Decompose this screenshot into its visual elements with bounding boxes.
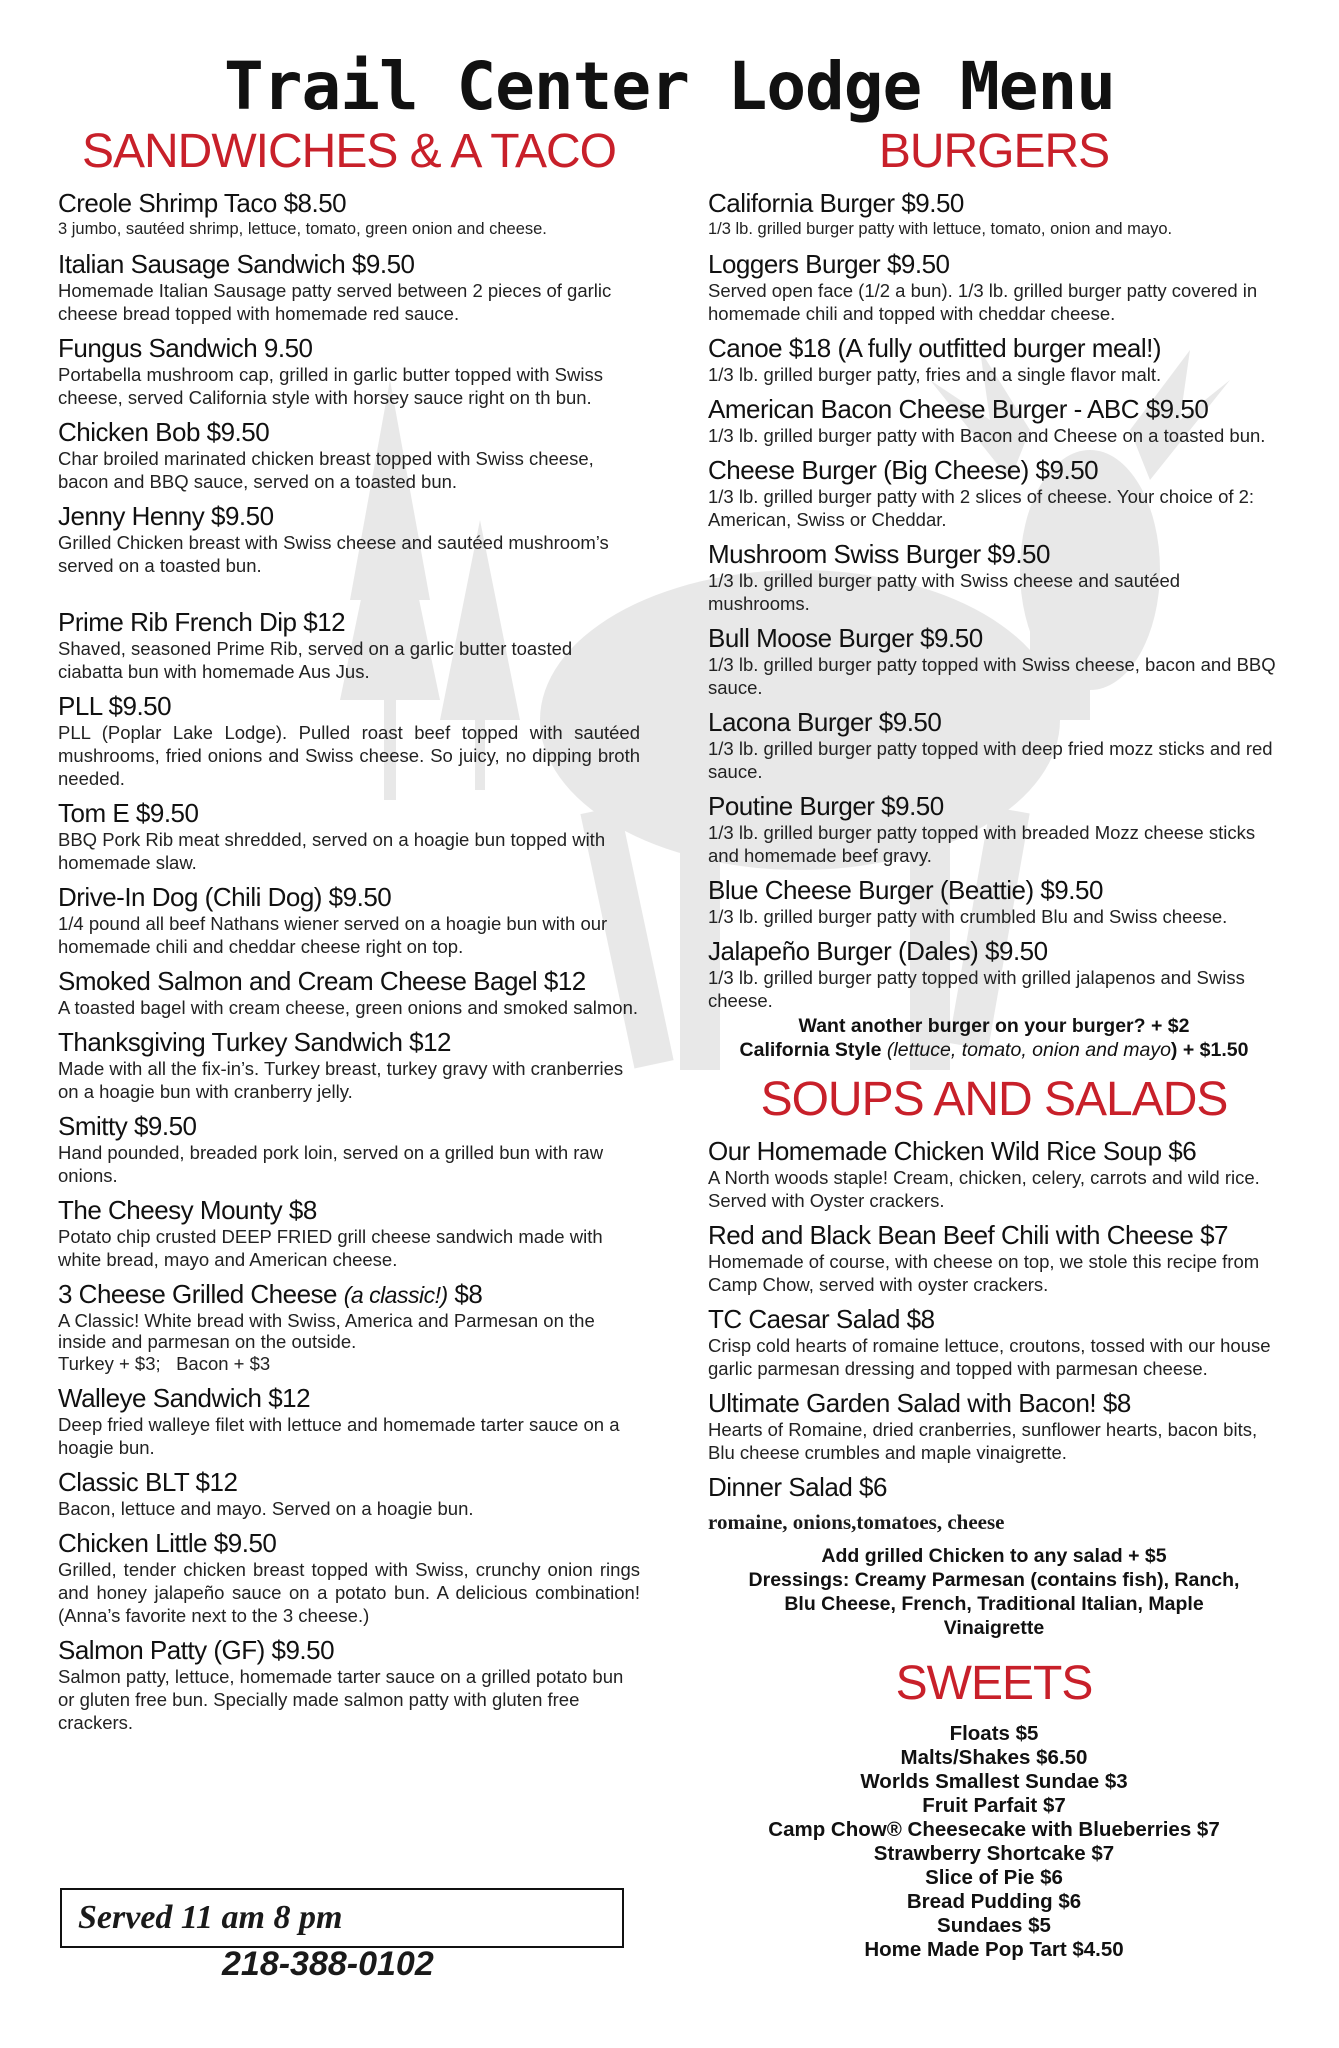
- item-desc: 1/3 lb. grilled burger patty topped with breaded Mozz cheese sticks and homemade beef gravy.: [708, 822, 1256, 866]
- menu-item: [58, 1027, 640, 1103]
- dressings-note: Dressings: Creamy Parmesan (contains fish), Ranch, Blu Cheese, French, Traditional Italian, Maple Vinaigrette: [748, 1569, 1240, 1639]
- menu-item: [58, 1111, 640, 1187]
- menu-item: [58, 798, 640, 874]
- item-title: Fungus Sandwich 9.50: [58, 333, 313, 363]
- item-desc: 1/3 lb. grilled burger patty topped with grilled jalapenos and Swiss cheese.: [708, 967, 1245, 1011]
- menu-item: [58, 1467, 640, 1520]
- add-chicken-note: Add grilled Chicken to any salad + $5: [821, 1545, 1167, 1567]
- item-desc: Salmon patty, lettuce, homemade tarter sauce on a grilled potato bun or gluten free bun. Specially made salmon patty with gluten free crackers.: [58, 1666, 624, 1733]
- item-desc: Made with all the fix-in’s. Turkey breast, turkey gravy with cranberries on a hoagie bun with cranberry jelly.: [58, 1058, 624, 1102]
- menu-item: [58, 1279, 640, 1375]
- item-desc: 1/4 pound all beef Nathans wiener served on a hoagie bun with our homemade chili and cheddar cheese right on top.: [58, 913, 608, 957]
- menu-item: [708, 875, 1280, 928]
- menu-item: [708, 707, 1280, 783]
- item-desc: Homemade Italian Sausage patty served between 2 pieces of garlic cheese bread topped with homemade red sauce.: [58, 280, 612, 324]
- item-title: Ultimate Garden Salad with Bacon! $8: [708, 1388, 1131, 1418]
- note-suffix: ) + $1.50: [1170, 1039, 1249, 1061]
- item-title: [58, 1279, 640, 1310]
- sweet-item: Home Made Pop Tart $4.50: [864, 1938, 1124, 1961]
- menu-item: [708, 1136, 1280, 1212]
- item-desc: Portabella mushroom cap, grilled in garlic butter topped with Swiss cheese, served California style with horsey sauce right on th bun.: [58, 364, 603, 408]
- menu-item: [708, 1472, 1280, 1502]
- item-desc: 1/3 lb. grilled burger patty with 2 slices of cheese. Your choice of 2: American, Swiss or Cheddar.: [708, 486, 1255, 530]
- item-title-price: $8: [454, 1279, 483, 1309]
- menu-item: [58, 501, 640, 577]
- item-desc: Shaved, seasoned Prime Rib, served on a garlic butter toasted ciabatta bun with homemade Aus Jus.: [58, 638, 573, 682]
- item-addons: Turkey + $3; Bacon + $3: [58, 1353, 271, 1374]
- item-title: Cheese Burger (Big Cheese) $9.50: [708, 455, 1099, 485]
- menu-item: [708, 791, 1280, 867]
- note-prefix: California Style: [739, 1039, 887, 1061]
- menu-item: [58, 333, 640, 409]
- sweets-section: [708, 1654, 1280, 1962]
- item-desc: BBQ Pork Rib meat shredded, served on a hoagie bun topped with homemade slaw.: [58, 829, 606, 873]
- sweet-item: Sundaes $5: [937, 1914, 1051, 1937]
- item-desc: Crisp cold hearts of romaine lettuce, croutons, tossed with our house garlic parmesan dressing and topped with parmesan cheese.: [708, 1335, 1271, 1379]
- item-title: Canoe $18 (A fully outfitted burger meal!): [708, 333, 1162, 363]
- item-desc: Served open face (1/2 a bun). 1/3 lb. grilled burger patty covered in homemade chili and topped with cheddar cheese.: [708, 280, 1258, 324]
- item-desc: 1/3 lb. grilled burger patty topped with Swiss cheese, bacon and BBQ sauce.: [708, 654, 1276, 698]
- menu-item: [58, 966, 640, 1019]
- sweet-item: Fruit Parfait $7: [922, 1794, 1066, 1817]
- sandwiches-heading: SANDWICHES & A TACO: [81, 125, 616, 178]
- item-title: PLL $9.50: [58, 691, 172, 721]
- item-title: Our Homemade Chicken Wild Rice Soup $6: [708, 1136, 1197, 1166]
- menu-item: [58, 882, 640, 958]
- item-title: Smitty $9.50: [58, 1111, 197, 1141]
- item-title: Bull Moose Burger $9.50: [708, 623, 983, 653]
- item-title: The Cheesy Mounty $8: [58, 1195, 317, 1225]
- item-desc: Potato chip crusted DEEP FRIED grill cheese sandwich made with white bread, mayo and American cheese.: [58, 1226, 603, 1270]
- menu-item: [58, 249, 640, 325]
- note-italic: (lettuce, tomato, onion and mayo: [886, 1039, 1171, 1061]
- burgers-column: [708, 122, 1280, 1962]
- item-title: Creole Shrimp Taco $8.50: [58, 188, 347, 218]
- dinner-salad-note: romaine, onions,tomatoes, cheese: [708, 1510, 1005, 1534]
- menu-item: [708, 394, 1280, 447]
- menu-item: [708, 333, 1280, 386]
- item-desc: A Classic! White bread with Swiss, America and Parmesan on the inside and parmesan on the outside.: [58, 1310, 595, 1352]
- item-title: Chicken Bob $9.50: [58, 417, 270, 447]
- menu-item: [58, 188, 640, 241]
- menu-item: [58, 417, 640, 493]
- item-title: TC Caesar Salad $8: [708, 1304, 935, 1334]
- sweet-item: Strawberry Shortcake $7: [873, 1842, 1115, 1865]
- menu-item: [58, 607, 640, 683]
- item-title: Smoked Salmon and Cream Cheese Bagel $12: [58, 966, 586, 996]
- item-title: Loggers Burger $9.50: [708, 249, 950, 279]
- item-desc: 1/3 lb. grilled burger patty with lettuce, tomato, onion and mayo.: [708, 220, 1173, 238]
- item-title: Walleye Sandwich $12: [58, 1383, 311, 1413]
- item-title: Poutine Burger $9.50: [708, 791, 944, 821]
- menu-item: [58, 1195, 640, 1271]
- sweet-item: Worlds Smallest Sundae $3: [860, 1770, 1128, 1793]
- menu-item: [708, 1388, 1280, 1464]
- menu-item: [708, 1304, 1280, 1380]
- item-desc: Homemade of course, with cheese on top, we stole this recipe from Camp Chow, served with oyster crackers.: [708, 1251, 1260, 1295]
- phone-number: 218-388-0102: [222, 1945, 434, 1983]
- burgers-heading: BURGERS: [878, 125, 1110, 178]
- sweet-item: Malts/Shakes $6.50: [900, 1746, 1088, 1769]
- item-desc: 3 jumbo, sautéed shrimp, lettuce, tomato, green onion and cheese.: [58, 220, 547, 238]
- item-desc: Grilled, tender chicken breast topped with Swiss, crunchy onion rings and honey jalapeño sauce on a potato bun. A delicious combination! (Anna’s favorite next to the 3 cheese.): [58, 1559, 640, 1626]
- item-desc: Deep fried walleye filet with lettuce and homemade tarter sauce on a hoagie bun.: [58, 1414, 620, 1458]
- sweet-item: Floats $5: [949, 1722, 1039, 1745]
- item-title: Jalapeño Burger (Dales) $9.50: [708, 936, 1048, 966]
- item-title: California Burger $9.50: [708, 188, 964, 218]
- menu-item: [708, 936, 1280, 1012]
- sweet-item: Slice of Pie $6: [925, 1866, 1063, 1889]
- item-desc: Bacon, lettuce and mayo. Served on a hoagie bun.: [58, 1498, 474, 1519]
- menu-item: [58, 1635, 640, 1734]
- item-title-text: 3 Cheese Grilled Cheese: [58, 1279, 337, 1309]
- item-title: Chicken Little $9.50: [58, 1528, 277, 1558]
- item-desc: Hand pounded, breaded pork loin, served on a grilled bun with raw onions.: [58, 1142, 604, 1186]
- sandwiches-column: [58, 122, 640, 1742]
- menu-item: [58, 1383, 640, 1459]
- item-desc: PLL (Poplar Lake Lodge). Pulled roast beef topped with sautéed mushrooms, fried onions and Swiss cheese. So juicy, no dipping broth needed.: [58, 722, 640, 789]
- sweet-item: Camp Chow® Cheesecake with Blueberries $7: [768, 1818, 1220, 1841]
- item-desc: 1/3 lb. grilled burger patty with crumbled Blu and Swiss cheese.: [708, 906, 1228, 927]
- menu-title: Trail Center Lodge Menu: [224, 48, 1115, 125]
- item-desc: Hearts of Romaine, dried cranberries, sunflower hearts, bacon bits, Blu cheese crumbles and maple vinaigrette.: [708, 1419, 1258, 1463]
- sweets-heading: SWEETS: [895, 1657, 1093, 1710]
- menu-item: [708, 188, 1280, 241]
- item-title: Red and Black Bean Beef Chili with Cheese $7: [708, 1220, 1228, 1250]
- item-title: Drive-In Dog (Chili Dog) $9.50: [58, 882, 392, 912]
- item-title: Classic BLT $12: [58, 1467, 238, 1497]
- item-desc: A toasted bagel with cream cheese, green onions and smoked salmon.: [58, 997, 639, 1018]
- item-desc: Grilled Chicken breast with Swiss cheese and sautéed mushroom’s served on a toasted bun.: [58, 532, 609, 576]
- item-title-note: (a classic!): [343, 1282, 448, 1308]
- item-desc: 1/3 lb. grilled burger patty with Bacon and Cheese on a toasted bun.: [708, 425, 1266, 446]
- item-title: Thanksgiving Turkey Sandwich $12: [58, 1027, 452, 1057]
- menu-item: [708, 1220, 1280, 1296]
- item-title: Mushroom Swiss Burger $9.50: [708, 539, 1050, 569]
- sweet-item: Bread Pudding $6: [906, 1890, 1082, 1913]
- served-hours-box: Served 11 am 8 pm: [60, 1888, 624, 1948]
- item-title: Prime Rib French Dip $12: [58, 607, 346, 637]
- menu-item: [708, 623, 1280, 699]
- item-title: Italian Sausage Sandwich $9.50: [58, 249, 415, 279]
- item-title: Jenny Henny $9.50: [58, 501, 274, 531]
- item-desc: 1/3 lb. grilled burger patty, fries and a single flavor malt.: [708, 364, 1162, 385]
- item-title: Blue Cheese Burger (Beattie) $9.50: [708, 875, 1103, 905]
- menu-item: [58, 1528, 640, 1627]
- extra-burger-note: Want another burger on your burger? + $2: [798, 1015, 1190, 1037]
- item-title: Lacona Burger $9.50: [708, 707, 942, 737]
- item-title: American Bacon Cheese Burger - ABC $9.50: [708, 394, 1209, 424]
- menu-item: [58, 691, 640, 790]
- item-desc: 1/3 lb. grilled burger patty with Swiss cheese and sautéed mushrooms.: [708, 570, 1181, 614]
- item-desc: Char broiled marinated chicken breast topped with Swiss cheese, bacon and BBQ sauce, served on a toasted bun.: [58, 448, 594, 492]
- menu-item: [708, 249, 1280, 325]
- menu-item: [708, 455, 1280, 531]
- soups-heading: SOUPS AND SALADS: [760, 1073, 1228, 1126]
- item-title: Tom E $9.50: [58, 798, 199, 828]
- item-title: Dinner Salad $6: [708, 1472, 887, 1502]
- menu-item: [708, 539, 1280, 615]
- item-desc: 1/3 lb. grilled burger patty topped with deep fried mozz sticks and red sauce.: [708, 738, 1273, 782]
- item-desc: A North woods staple! Cream, chicken, celery, carrots and wild rice. Served with Oyster crackers.: [708, 1167, 1260, 1211]
- california-style-note: [708, 1038, 1280, 1062]
- item-title: Salmon Patty (GF) $9.50: [58, 1635, 335, 1665]
